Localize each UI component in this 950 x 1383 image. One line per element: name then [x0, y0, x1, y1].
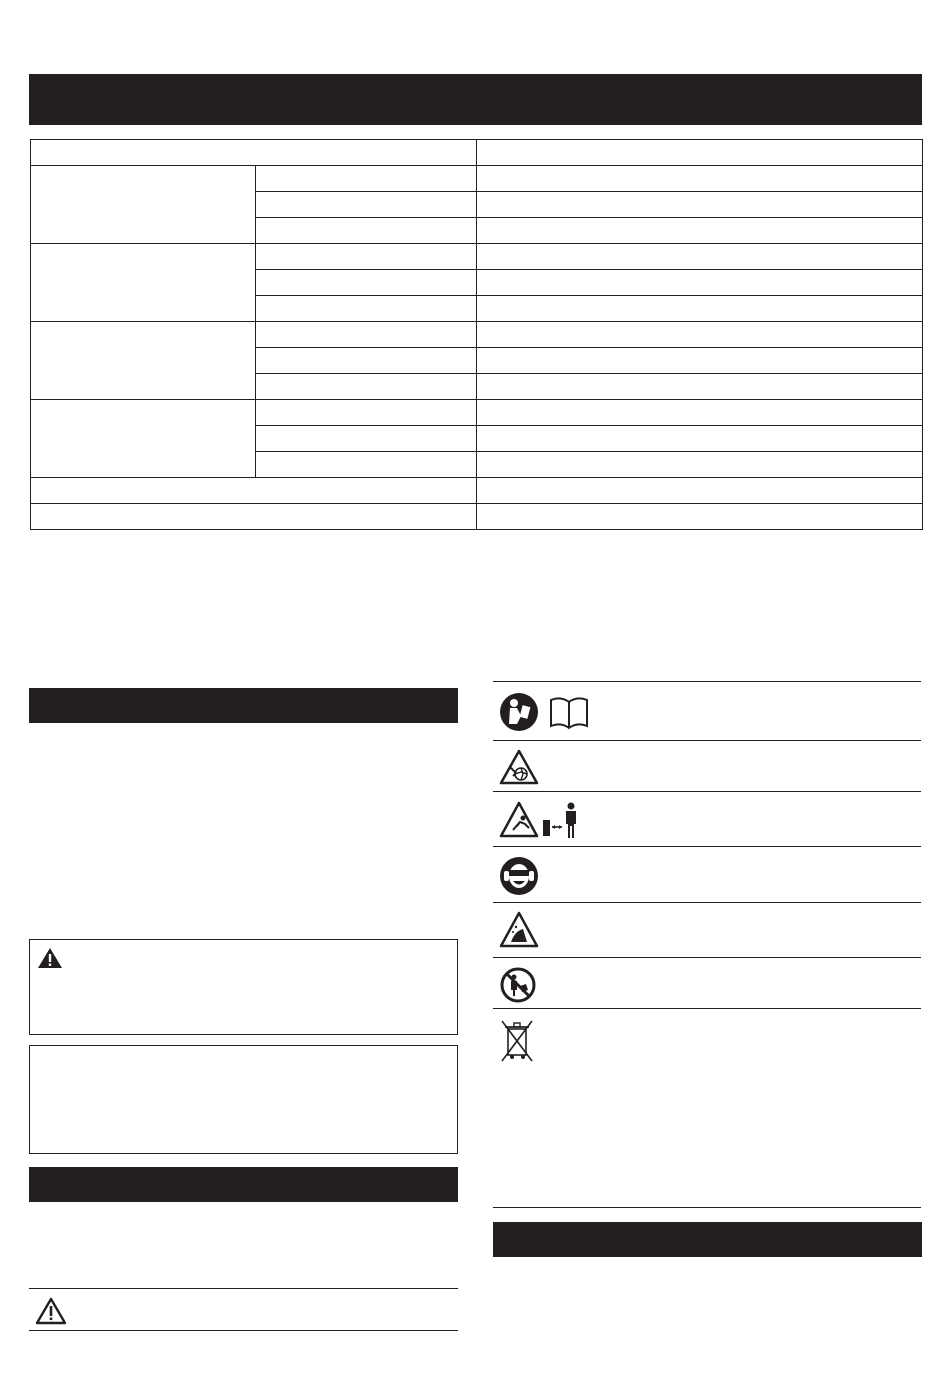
- table-cell: [477, 140, 923, 166]
- table-cell: [477, 322, 923, 348]
- table-row: [31, 322, 923, 348]
- table-row: [31, 244, 923, 270]
- table-cell: [477, 192, 923, 218]
- table-cell: [477, 296, 923, 322]
- specifications-table: [30, 139, 923, 530]
- table-row: [31, 504, 923, 530]
- warning-box: [29, 939, 458, 1035]
- table-row: [31, 400, 923, 426]
- table-cell: [31, 140, 477, 166]
- table-cell: [256, 218, 477, 244]
- wear-eye-ear-protection-icon: [499, 856, 539, 896]
- table-cell: [477, 244, 923, 270]
- weee-bin-icon: [499, 1019, 535, 1063]
- divider: [29, 1288, 458, 1289]
- table-cell: [256, 166, 477, 192]
- symbol-row: [493, 847, 921, 902]
- header-bar: [29, 74, 922, 125]
- table-cell: [256, 244, 477, 270]
- table-cell: [256, 322, 477, 348]
- divider: [493, 1207, 921, 1208]
- table-group-label: [31, 322, 256, 400]
- no-bystanders-icon: [499, 966, 537, 1004]
- table-cell: [477, 270, 923, 296]
- section-bar-right: [493, 1222, 922, 1257]
- table-cell: [477, 218, 923, 244]
- flying-debris-warning-icon: [499, 911, 539, 949]
- table-cell: [256, 270, 477, 296]
- symbol-row: [493, 682, 921, 740]
- symbol-row: [493, 903, 921, 957]
- rotating-blade-warning-icon: [499, 749, 539, 785]
- table-cell: [256, 192, 477, 218]
- table-row: [31, 166, 923, 192]
- notice-box: [29, 1045, 458, 1154]
- table-row: [31, 478, 923, 504]
- table-cell: [31, 504, 477, 530]
- table-cell: [256, 374, 477, 400]
- caution-outline-icon: [35, 1297, 67, 1325]
- table-cell: [477, 166, 923, 192]
- table-cell: [477, 400, 923, 426]
- table-cell: [477, 478, 923, 504]
- table-group-label: [31, 166, 256, 244]
- table-cell: [256, 296, 477, 322]
- table-group-label: [31, 400, 256, 478]
- table-cell: [256, 426, 477, 452]
- read-manual-icon: [499, 692, 591, 732]
- symbol-row: [493, 958, 921, 1008]
- section-bar-left-1: [29, 688, 458, 723]
- table-cell: [256, 348, 477, 374]
- symbol-row: [493, 1009, 921, 1206]
- table-cell: [477, 348, 923, 374]
- table-header-row: [31, 140, 923, 166]
- table-cell: [477, 426, 923, 452]
- table-cell: [477, 504, 923, 530]
- divider: [29, 1330, 458, 1331]
- table-cell: [477, 452, 923, 478]
- warning-filled-icon: [37, 947, 63, 969]
- symbol-row: [493, 741, 921, 791]
- table-cell: [31, 478, 477, 504]
- table-cell: [477, 374, 923, 400]
- table-cell: [256, 452, 477, 478]
- table-cell: [256, 400, 477, 426]
- table-group-label: [31, 244, 256, 322]
- symbol-row: [493, 792, 921, 846]
- keep-distance-warning-icon: [499, 800, 585, 840]
- section-bar-left-2: [29, 1167, 458, 1202]
